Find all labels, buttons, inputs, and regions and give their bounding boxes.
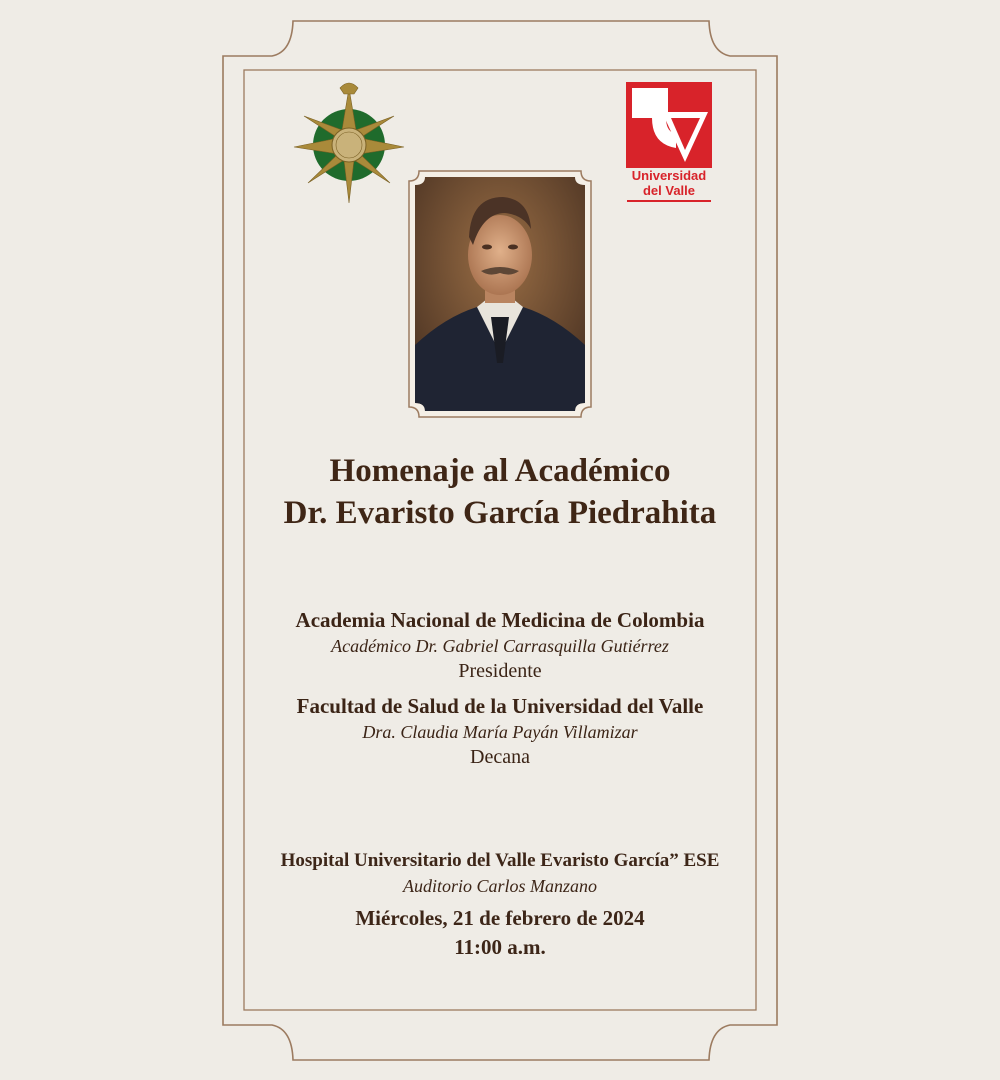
venue-room: Auditorio Carlos Manzano — [402, 876, 598, 896]
university-logo — [626, 82, 712, 204]
univalle-logo-icon — [626, 82, 712, 168]
organizer-role: Presidente — [458, 660, 542, 682]
academy-emblem-icon — [290, 78, 408, 208]
organizer-spacer — [222, 684, 778, 692]
title-line1: Homenaje al Académico — [329, 453, 671, 489]
event-time: 11:00 a.m. — [454, 935, 546, 959]
university-logo-underline — [627, 200, 711, 202]
event-details — [222, 848, 778, 962]
organizer-person: Dra. Claudia María Payán Villamizar — [362, 722, 638, 742]
title-line2: Dr. Evaristo García Piedrahita — [283, 495, 717, 531]
organizer-name: Facultad de Salud de la Universidad del Valle — [296, 694, 704, 718]
university-name-line2: del Valle — [642, 183, 696, 198]
organizer-person: Académico Dr. Gabriel Carrasquilla Gutiérrez — [331, 636, 669, 656]
university-name-line1: Universidad — [631, 168, 707, 183]
page-title — [222, 450, 778, 534]
organizers-section — [222, 606, 778, 770]
event-date: Miércoles, 21 de febrero de 2024 — [355, 906, 645, 930]
venue-name: Hospital Universitario del Valle Evaristo García” ESE — [280, 850, 720, 871]
organizer-role: Decana — [470, 746, 530, 768]
portrait-image — [405, 167, 595, 421]
organizer-name: Academia Nacional de Medicina de Colombia — [295, 608, 705, 632]
